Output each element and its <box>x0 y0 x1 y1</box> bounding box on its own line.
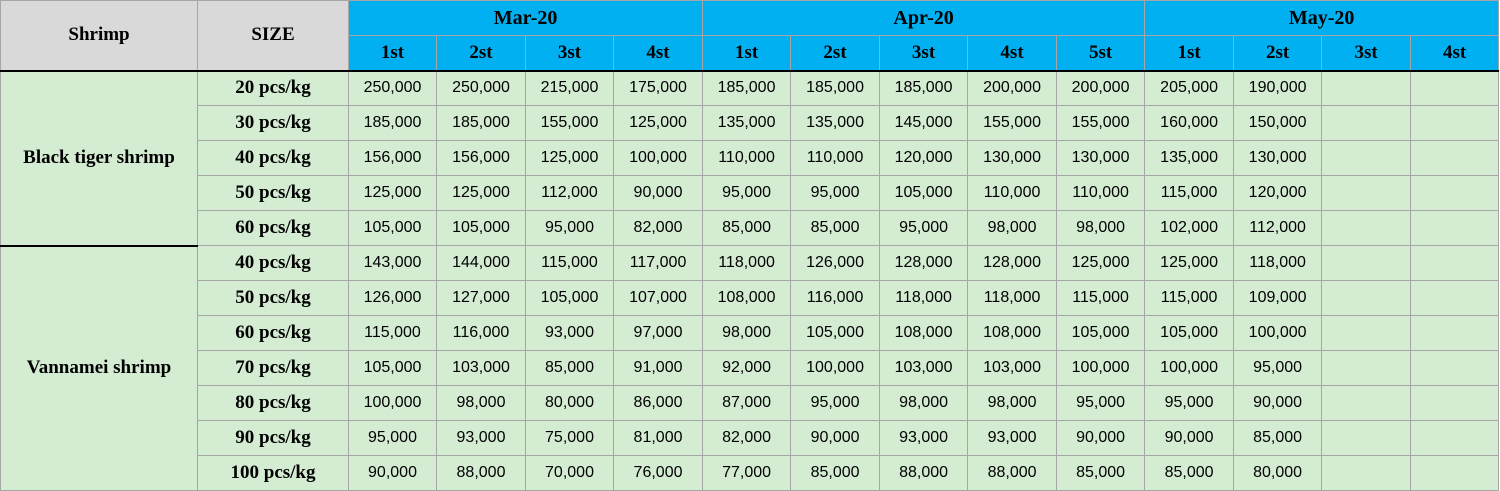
table-row <box>1 141 1499 176</box>
price-cell: 135,000 <box>703 106 791 141</box>
price-cell: 95,000 <box>791 386 880 421</box>
price-cell: 118,000 <box>703 246 791 281</box>
price-cell: 130,000 <box>1057 141 1145 176</box>
price-cell: 185,000 <box>349 106 437 141</box>
price-cell <box>1322 456 1411 491</box>
header-week: 2st <box>791 36 880 71</box>
price-cell: 128,000 <box>968 246 1057 281</box>
price-cell: 128,000 <box>880 246 968 281</box>
header-month: May-20 <box>1145 1 1499 36</box>
price-cell: 135,000 <box>791 106 880 141</box>
price-cell <box>1411 316 1499 351</box>
header-week: 3st <box>1322 36 1411 71</box>
price-cell: 150,000 <box>1234 106 1322 141</box>
price-cell: 105,000 <box>791 316 880 351</box>
table-row <box>1 456 1499 491</box>
price-cell: 126,000 <box>791 246 880 281</box>
size-cell: 40 pcs/kg <box>198 141 349 176</box>
price-cell: 108,000 <box>968 316 1057 351</box>
price-cell <box>1322 421 1411 456</box>
price-cell: 185,000 <box>437 106 526 141</box>
price-cell: 108,000 <box>703 281 791 316</box>
price-cell: 155,000 <box>1057 106 1145 141</box>
price-cell <box>1411 281 1499 316</box>
price-cell: 115,000 <box>1057 281 1145 316</box>
price-cell: 95,000 <box>1057 386 1145 421</box>
header-week: 5st <box>1057 36 1145 71</box>
price-cell <box>1322 316 1411 351</box>
price-cell: 118,000 <box>1234 246 1322 281</box>
price-cell: 82,000 <box>614 211 703 246</box>
table-row <box>1 211 1499 246</box>
price-cell <box>1411 106 1499 141</box>
table-row <box>1 281 1499 316</box>
price-cell: 115,000 <box>526 246 614 281</box>
price-cell <box>1322 141 1411 176</box>
price-cell: 70,000 <box>526 456 614 491</box>
price-cell: 116,000 <box>791 281 880 316</box>
table-row <box>1 351 1499 386</box>
price-cell <box>1411 71 1499 106</box>
price-cell: 98,000 <box>1057 211 1145 246</box>
price-cell: 250,000 <box>349 71 437 106</box>
header-week: 2st <box>1234 36 1322 71</box>
price-cell <box>1322 211 1411 246</box>
price-cell: 175,000 <box>614 71 703 106</box>
price-cell: 125,000 <box>437 176 526 211</box>
header-week: 4st <box>614 36 703 71</box>
price-cell: 125,000 <box>1145 246 1234 281</box>
price-cell: 85,000 <box>526 351 614 386</box>
price-cell: 160,000 <box>1145 106 1234 141</box>
price-cell: 135,000 <box>1145 141 1234 176</box>
price-cell: 105,000 <box>1145 316 1234 351</box>
price-cell: 107,000 <box>614 281 703 316</box>
price-cell: 120,000 <box>1234 176 1322 211</box>
price-cell: 115,000 <box>1145 176 1234 211</box>
price-cell: 105,000 <box>349 211 437 246</box>
price-cell <box>1411 211 1499 246</box>
price-cell: 87,000 <box>703 386 791 421</box>
price-cell: 105,000 <box>437 211 526 246</box>
price-cell: 109,000 <box>1234 281 1322 316</box>
price-cell: 105,000 <box>349 351 437 386</box>
price-cell <box>1322 281 1411 316</box>
price-cell: 90,000 <box>1234 386 1322 421</box>
price-cell: 185,000 <box>791 71 880 106</box>
price-cell: 85,000 <box>1234 421 1322 456</box>
price-cell: 100,000 <box>1145 351 1234 386</box>
header-week: 1st <box>1145 36 1234 71</box>
price-cell: 108,000 <box>880 316 968 351</box>
shrimp-category: Vannamei shrimp <box>1 246 198 491</box>
price-cell: 97,000 <box>614 316 703 351</box>
price-cell: 90,000 <box>1145 421 1234 456</box>
size-cell: 30 pcs/kg <box>198 106 349 141</box>
price-cell: 103,000 <box>437 351 526 386</box>
price-cell <box>1411 176 1499 211</box>
price-cell: 105,000 <box>880 176 968 211</box>
price-cell: 95,000 <box>791 176 880 211</box>
header-week: 1st <box>349 36 437 71</box>
price-cell: 103,000 <box>968 351 1057 386</box>
price-cell: 85,000 <box>791 211 880 246</box>
price-cell: 156,000 <box>349 141 437 176</box>
header-week: 2st <box>437 36 526 71</box>
table-row <box>1 106 1499 141</box>
table-row <box>1 316 1499 351</box>
price-cell: 90,000 <box>614 176 703 211</box>
price-cell: 95,000 <box>703 176 791 211</box>
table-row <box>1 176 1499 211</box>
table-row <box>1 246 1499 281</box>
price-cell: 105,000 <box>1057 316 1145 351</box>
header-month: Mar-20 <box>349 1 703 36</box>
size-cell: 50 pcs/kg <box>198 281 349 316</box>
price-cell: 98,000 <box>968 211 1057 246</box>
price-cell: 85,000 <box>1145 456 1234 491</box>
price-cell: 82,000 <box>703 421 791 456</box>
size-cell: 100 pcs/kg <box>198 456 349 491</box>
price-cell <box>1411 456 1499 491</box>
price-cell <box>1322 176 1411 211</box>
price-cell: 90,000 <box>791 421 880 456</box>
price-cell: 85,000 <box>1057 456 1145 491</box>
price-cell: 95,000 <box>349 421 437 456</box>
shrimp-category: Black tiger shrimp <box>1 71 198 246</box>
price-cell: 100,000 <box>791 351 880 386</box>
size-cell: 60 pcs/kg <box>198 316 349 351</box>
price-cell: 75,000 <box>526 421 614 456</box>
price-cell: 110,000 <box>703 141 791 176</box>
price-cell: 112,000 <box>526 176 614 211</box>
price-cell: 110,000 <box>791 141 880 176</box>
price-cell: 190,000 <box>1234 71 1322 106</box>
size-cell: 80 pcs/kg <box>198 386 349 421</box>
header-month: Apr-20 <box>703 1 1145 36</box>
size-cell: 90 pcs/kg <box>198 421 349 456</box>
price-cell: 110,000 <box>1057 176 1145 211</box>
price-cell: 125,000 <box>526 141 614 176</box>
price-cell <box>1322 71 1411 106</box>
price-cell: 115,000 <box>1145 281 1234 316</box>
table-row <box>1 421 1499 456</box>
price-cell <box>1322 351 1411 386</box>
table-row <box>1 386 1499 421</box>
price-cell: 76,000 <box>614 456 703 491</box>
price-cell: 185,000 <box>880 71 968 106</box>
price-cell: 77,000 <box>703 456 791 491</box>
price-cell: 130,000 <box>968 141 1057 176</box>
price-cell: 88,000 <box>880 456 968 491</box>
price-cell: 185,000 <box>703 71 791 106</box>
price-cell: 110,000 <box>968 176 1057 211</box>
price-cell: 95,000 <box>1145 386 1234 421</box>
price-cell: 205,000 <box>1145 71 1234 106</box>
price-cell: 118,000 <box>880 281 968 316</box>
size-cell: 50 pcs/kg <box>198 176 349 211</box>
price-cell: 81,000 <box>614 421 703 456</box>
price-cell: 156,000 <box>437 141 526 176</box>
price-cell: 98,000 <box>703 316 791 351</box>
price-cell: 95,000 <box>526 211 614 246</box>
header-size: SIZE <box>198 1 349 71</box>
header-row-months <box>1 1 1499 36</box>
price-cell: 90,000 <box>1057 421 1145 456</box>
price-cell: 117,000 <box>614 246 703 281</box>
size-cell: 40 pcs/kg <box>198 246 349 281</box>
price-cell: 95,000 <box>880 211 968 246</box>
price-cell: 125,000 <box>614 106 703 141</box>
price-cell: 144,000 <box>437 246 526 281</box>
price-cell: 95,000 <box>1234 351 1322 386</box>
size-cell: 60 pcs/kg <box>198 211 349 246</box>
header-week: 3st <box>526 36 614 71</box>
price-cell: 143,000 <box>349 246 437 281</box>
price-cell: 250,000 <box>437 71 526 106</box>
price-cell: 80,000 <box>1234 456 1322 491</box>
price-cell <box>1322 106 1411 141</box>
header-week: 3st <box>880 36 968 71</box>
price-cell <box>1322 386 1411 421</box>
price-cell: 118,000 <box>968 281 1057 316</box>
price-cell: 103,000 <box>880 351 968 386</box>
price-cell <box>1411 351 1499 386</box>
price-cell: 98,000 <box>968 386 1057 421</box>
price-cell: 102,000 <box>1145 211 1234 246</box>
price-cell <box>1411 141 1499 176</box>
price-cell: 80,000 <box>526 386 614 421</box>
price-cell: 115,000 <box>349 316 437 351</box>
price-cell: 100,000 <box>614 141 703 176</box>
size-cell: 70 pcs/kg <box>198 351 349 386</box>
size-cell: 20 pcs/kg <box>198 71 349 106</box>
price-cell: 92,000 <box>703 351 791 386</box>
price-cell: 125,000 <box>349 176 437 211</box>
price-cell: 93,000 <box>880 421 968 456</box>
header-week: 1st <box>703 36 791 71</box>
price-cell <box>1411 421 1499 456</box>
header-week: 4st <box>1411 36 1499 71</box>
price-cell <box>1322 246 1411 281</box>
price-cell: 91,000 <box>614 351 703 386</box>
table-row <box>1 71 1499 106</box>
price-cell: 130,000 <box>1234 141 1322 176</box>
price-cell: 100,000 <box>349 386 437 421</box>
price-cell: 88,000 <box>968 456 1057 491</box>
price-cell: 145,000 <box>880 106 968 141</box>
price-cell: 155,000 <box>968 106 1057 141</box>
price-cell: 93,000 <box>968 421 1057 456</box>
price-cell: 98,000 <box>880 386 968 421</box>
price-cell: 112,000 <box>1234 211 1322 246</box>
header-week: 4st <box>968 36 1057 71</box>
price-cell: 105,000 <box>526 281 614 316</box>
price-cell: 127,000 <box>437 281 526 316</box>
price-cell: 155,000 <box>526 106 614 141</box>
price-cell: 200,000 <box>968 71 1057 106</box>
header-shrimp: Shrimp <box>1 1 198 71</box>
price-cell <box>1411 386 1499 421</box>
price-cell: 85,000 <box>703 211 791 246</box>
price-cell: 85,000 <box>791 456 880 491</box>
price-cell: 93,000 <box>437 421 526 456</box>
price-cell: 98,000 <box>437 386 526 421</box>
price-cell: 125,000 <box>1057 246 1145 281</box>
price-cell: 90,000 <box>349 456 437 491</box>
price-cell: 126,000 <box>349 281 437 316</box>
price-cell: 93,000 <box>526 316 614 351</box>
price-cell: 215,000 <box>526 71 614 106</box>
price-cell: 200,000 <box>1057 71 1145 106</box>
price-cell: 100,000 <box>1234 316 1322 351</box>
price-cell: 120,000 <box>880 141 968 176</box>
price-cell <box>1411 246 1499 281</box>
price-cell: 88,000 <box>437 456 526 491</box>
price-cell: 86,000 <box>614 386 703 421</box>
price-cell: 116,000 <box>437 316 526 351</box>
price-cell: 100,000 <box>1057 351 1145 386</box>
